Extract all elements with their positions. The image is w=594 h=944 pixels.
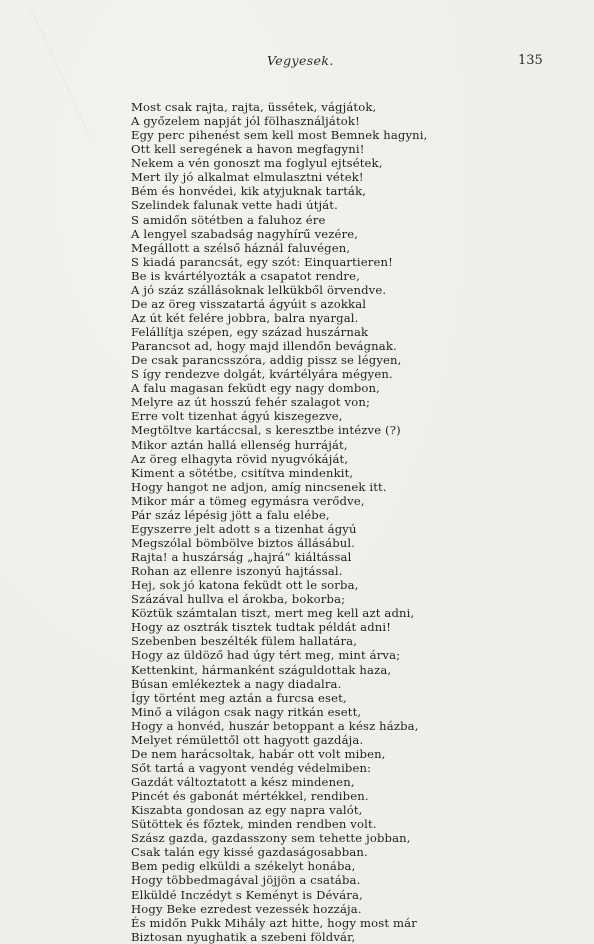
poem-line: Az öreg elhagyta rövid nyugvókáját, [131,451,349,466]
poem-line: Szebenben beszélték fülem hallatára, [131,634,358,649]
poem-line: S amidőn sötétben a faluhoz ére [131,212,326,227]
poem-line: Minő a világon csak nagy ritkán esett, [131,704,362,719]
poem-line: Pincét és gabonát mértékkel, rendiben. [131,789,369,804]
poem-line: Biztosan nyughatik a szebeni földvár, [131,929,356,944]
poem-line: De csak parancsszóra, addig pissz se légyen, [131,353,402,368]
running-title: Vegyesek. [267,53,334,68]
poem-line: Most csak rajta, rajta, üssétek, vágjátok, [131,100,377,114]
poem-line: Erre volt tizenhat ágyú kiszegezve, [131,409,343,424]
poem-line: A falu magasan feküdt egy nagy dombon, [131,381,380,396]
poem-line: Kettenkint, hármanként száguldottak haza, [131,662,392,677]
poem-line: De nem harácsoltak, habár ott volt miben, [131,746,386,761]
poem-line: Nekem a vén gonoszt ma foglyul ejtsétek, [131,156,383,171]
poem-line: Kiment a sötétbe, csitítva mindenkit, [131,465,354,480]
poem-line: Ott kell seregének a havon megfagyni! [131,142,365,157]
poem-line: Egy perc pihenést sem kell most Bemnek hagyni, [131,128,428,143]
poem-line: A jó száz szállásoknak lelkükből örvendve. [131,282,387,297]
poem-line: Mert ily jó alkalmat elmulasztni vétek! [131,170,364,185]
poem-line: Egyszerre jelt adott s a tizenhat ágyú [131,521,357,536]
poem-line: Mikor aztán hallá ellenség hurráját, [131,437,348,452]
poem-line: Gazdát változtatott a kész mindenen, [131,775,355,789]
poem-line: A győzelem napját jól fölhasználjátok! [131,114,360,129]
poem-line: Hogy Beke ezredest vezessék hozzája. [131,901,362,916]
poem-line: Így történt meg aztán a furcsa eset, [131,690,347,705]
poem-line: Rohan az ellenre iszonyú hajtással. [131,564,343,579]
poem-line: A lengyel szabadság nagyhírű vezére, [131,226,359,241]
poem-line: S így rendezve dolgát, kvártélyára mégyen. [131,367,393,382]
poem-line: Pár száz lépésig jött a falu elébe, [131,507,330,522]
poem-line: Mikor már a tömeg egymásra verődve, [131,493,365,508]
page-number: 135 [518,53,543,68]
poem-line: Az út két felére jobbra, balra nyargal. [131,310,359,325]
poem-line: Felállítja szépen, egy század huszárnak [131,325,369,339]
running-head [0,53,594,69]
poem-line: Parancsot ad, hogy majd illendőn bevágnak. [131,339,397,354]
poem-line: Melyet rémülettől ott hagyott gazdája. [131,732,364,747]
poem-line: Kiszabta gondosan az egy napra valót, [131,803,363,818]
poem-line: S kiadá parancsát, egy szót: Einquartieren! [131,254,393,269]
poem-line: Búsan emlékeztek a nagy diadalra. [131,676,342,691]
poem-line: Szelindek falunak vette hadi útját. [131,198,338,213]
poem-line: Sőt tartá a vagyont vendég védelmiben: [131,760,372,775]
poem-line: Hogy hangot ne adjon, amíg nincsenek itt. [131,479,387,494]
scan-smudge [20,8,120,148]
poem-line: Hej, sok jó katona feküdt ott le sorba, [131,578,359,593]
poem-line: És midőn Pukk Mihály azt hitte, hogy most már [131,915,417,930]
poem-line: Bém és honvédei, kik atyjuknak tarták, [131,184,367,199]
poem-line: Köztük számtalan tiszt, mert meg kell azt adni, [131,606,415,621]
poem-text [131,100,571,944]
poem-line: Hogy többedmagával jöjjön a csatába. [131,873,361,888]
poem-line: Csak talán egy kissé gazdaságosabban. [131,845,368,860]
poem-line: Be is kvártélyozták a csapatot rendre, [131,268,360,283]
poem-line: Elküldé Inczédyt s Keményt is Dévára, [131,887,363,902]
poem-line: Hogy a honvéd, huszár betoppant a kész házba, [131,718,419,733]
poem-line: Melyre az út hosszú fehér szalagot von; [131,395,370,410]
poem-line: Megtöltve kartáccsal, s keresztbe intézve (?) [131,423,401,438]
poem-line: Bem pedig elküldi a székelyt honába, [131,859,356,874]
poem-line: Rajta! a huszárság „hajrá“ kiáltással [131,550,352,564]
poem-line: Hogy az üldöző had úgy tért meg, mint árva; [131,648,401,663]
poem-line: Szász gazda, gazdasszony sem tehette jobban, [131,831,411,846]
poem-line: De az öreg visszatartá ágyúit s azokkal [131,296,367,311]
poem-line: Sütöttek és főztek, minden rendben volt. [131,817,377,832]
poem-line: Százával hullva el árokba, bokorba; [131,592,346,607]
poem-line: Megszólal bömbölve biztos állásábul. [131,535,356,550]
poem-line: Hogy az osztrák tisztek tudtak példát adni! [131,620,392,635]
poem-line: Megállott a szélső háznál faluvégen, [131,240,351,255]
